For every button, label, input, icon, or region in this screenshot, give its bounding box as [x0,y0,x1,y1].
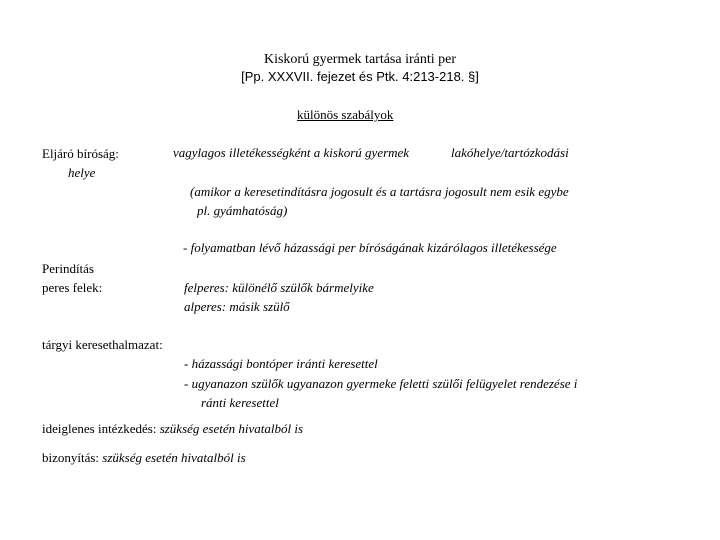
parties-label-line2: peres felek: [42,280,103,295]
document-title: Kiskorú gyermek tartása iránti per [263,52,457,67]
interim-value: szükség esetén hivatalból is [159,421,304,436]
interim-label: ideiglenes intézkedés: [42,421,160,436]
court-exclusive-jurisdiction: - folyamatban lévő házassági per bíróságának kizárólagos illetékessége [183,240,557,255]
joinder-item-2-line2: ránti keresettel [201,395,279,410]
court-value: vagylagos illetékességként a kiskorú gyermek [173,145,410,160]
joinder-label: tárgyi keresethalmazat: [42,337,163,352]
defendant-text: alperes: másik szülő [184,299,290,314]
court-label-place: helye [68,165,96,180]
evidence-row [42,451,246,464]
court-value-residence: lakóhelye/tartózkodási [451,145,569,160]
joinder-item-1: - házassági bontóper iránti keresettel [184,356,378,371]
court-label: Eljáró bíróság: [42,146,119,161]
court-note-line2: pl. gyámhatóság) [197,203,288,218]
joinder-item-2-line1: - ugyanazon szülők ugyanazon gyermeke feletti szülői felügyelet rendezése i [184,376,578,391]
plaintiff-text: felperes: különélő szülők bármelyike [184,280,374,295]
document-subtitle: [Pp. XXXVII. fejezet és Ptk. 4:213-218. §] [241,69,479,84]
evidence-value: szükség esetén hivatalból is [102,450,246,465]
parties-label-line1: Perindítás [42,261,94,276]
evidence-label: bizonyítás: [42,450,103,465]
interim-row [42,422,303,435]
section-heading: különös szabályok [297,107,394,122]
court-note-line1: (amikor a keresetindításra jogosult és a tartásra jogosult nem esik egybe [190,184,569,199]
